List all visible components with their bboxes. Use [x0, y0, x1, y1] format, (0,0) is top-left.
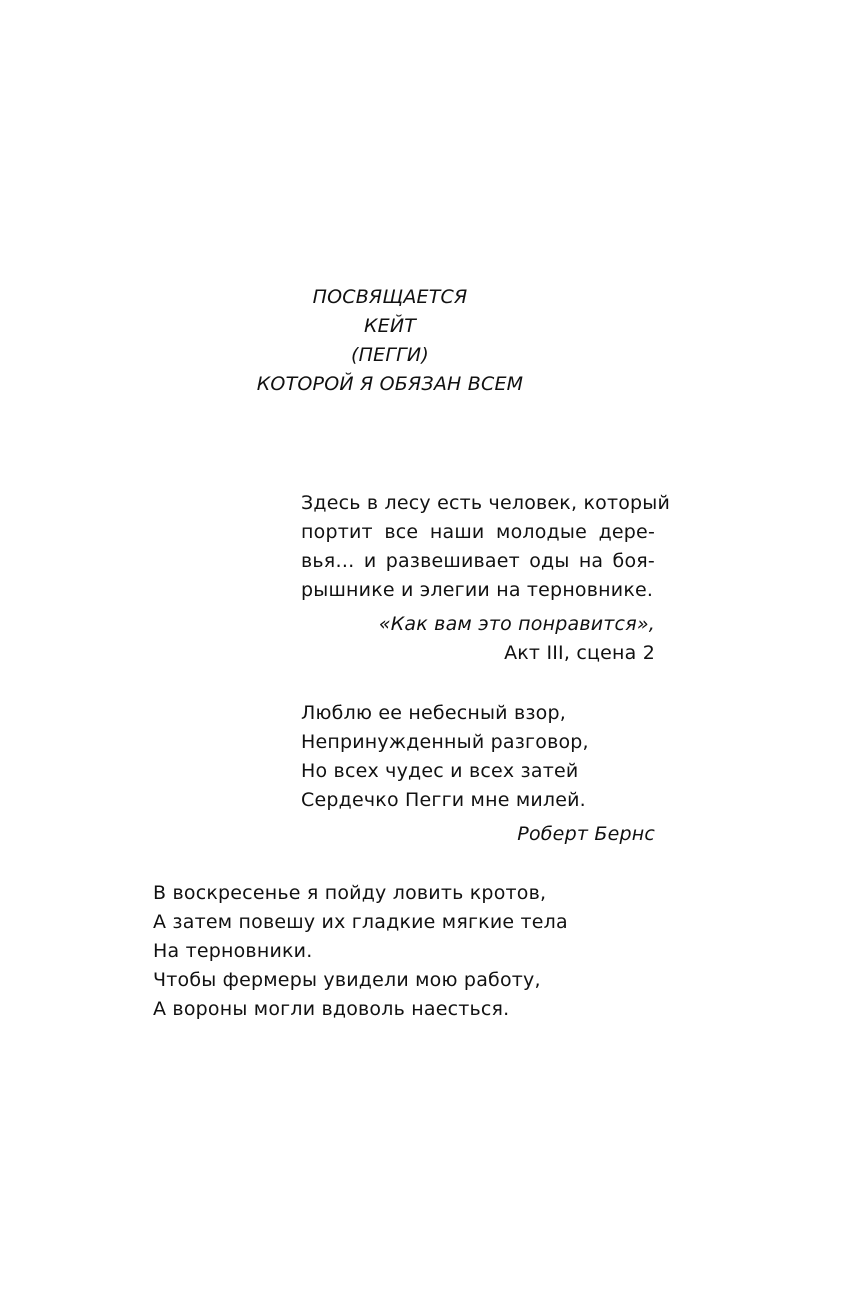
- word: вья…: [301, 550, 355, 572]
- word: и: [363, 550, 377, 572]
- word: на: [578, 550, 604, 572]
- epigraph-line: [301, 548, 655, 574]
- word: все: [384, 521, 419, 543]
- poem-line: Но всех чудес и всех затей: [301, 760, 579, 782]
- word: развешивает: [385, 550, 520, 572]
- epigraph-author: Роберт Бернс: [517, 823, 655, 845]
- word: наши: [429, 521, 485, 543]
- dedication-line: КЕЙТ: [363, 315, 417, 337]
- epigraph-source-detail: Акт III, сцена 2: [504, 642, 655, 664]
- word: оды: [529, 550, 570, 572]
- poem-line: А затем повешу их гладкие мягкие тела: [153, 911, 568, 933]
- epigraph-line: [301, 519, 655, 545]
- poem-line: Сердечко Пегги мне милей.: [301, 789, 586, 811]
- dedication-line: (ПЕГГИ): [351, 344, 429, 366]
- epigraph-source-title: «Как вам это понравится»,: [378, 613, 655, 635]
- poem-line: На терновники.: [153, 940, 313, 962]
- poem-line: В воскресенье я пойду ловить кротов,: [153, 882, 547, 904]
- dedication-line: КОТОРОЙ Я ОБЯЗАН ВСЕМ: [256, 373, 524, 395]
- epigraph-line: Здесь в лесу есть человек, который: [301, 492, 671, 514]
- epigraph-line: рышнике и элегии на терновнике.: [301, 579, 654, 601]
- word: боя-: [612, 550, 655, 572]
- word: портит: [301, 521, 373, 543]
- poem-line: Непринужденный разговор,: [301, 731, 589, 753]
- dedication-line: ПОСВЯЩАЕТСЯ: [312, 286, 468, 308]
- poem-line: Чтобы фермеры увидели мою работу,: [153, 969, 541, 991]
- poem-line: А вороны могли вдоволь наесться.: [153, 998, 510, 1020]
- poem-line: Люблю ее небесный взор,: [301, 702, 566, 724]
- word: молодые: [496, 521, 587, 543]
- word: дере-: [598, 521, 655, 543]
